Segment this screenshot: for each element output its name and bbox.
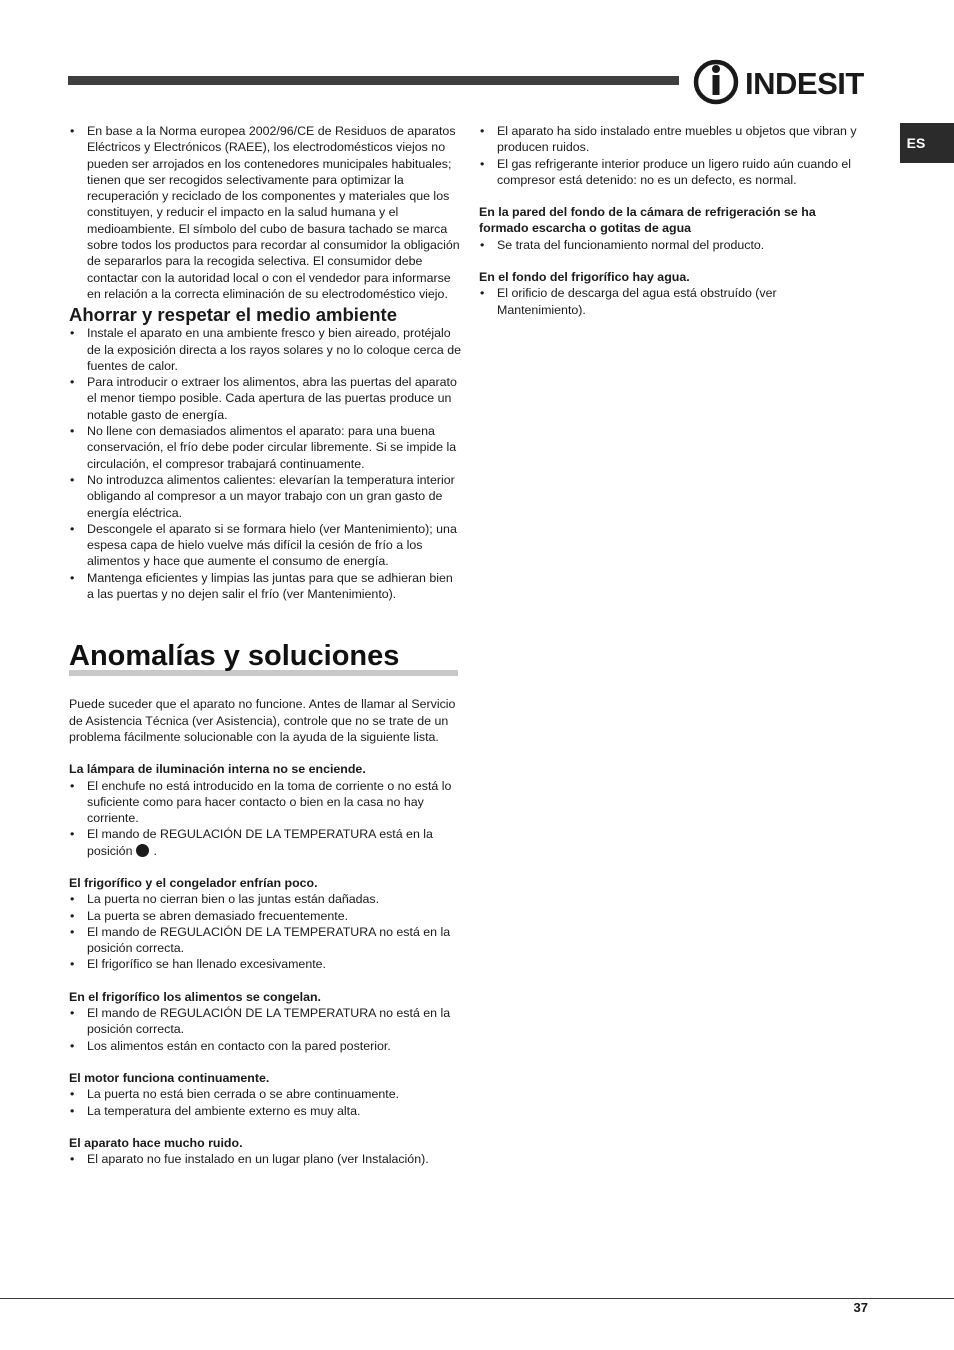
header-bar (68, 76, 679, 85)
list-item: • En base a la Norma europea 2002/96/CE de Residuos de aparatos Eléctricos y Electrónicos (RAEE), los electrodomésticos viejos no pueden ser arrojados en los contenedores municipales habituales; tienen que ser recogidos selectivamente para optimizar la recuperación y reciclado de los componentes y materiales que los constituyen, y reducir el impacto en la salud humana y el medioambiente. El símbolo del cubo de basura tachado se marca sobre todos los productos para recordar al consumidor la obligación de separarlos para la recogida selectiva. El consumidor debe contactar con la autoridad local o con el vendedor para informarse en relación a la correcta eliminación de su electrodoméstico viejo. (69, 123, 461, 302)
list-item: • El aparato ha sido instalado entre muebles u objetos que vibran y producen ruidos. (479, 123, 859, 156)
filled-circle-icon (136, 844, 149, 857)
raee-list (69, 123, 461, 302)
list-item: • Mantenga eficientes y limpias las juntas para que se adhieran bien a las puertas y no dejen salir el frío (ver Mantenimiento). (69, 570, 461, 603)
indesit-logo (693, 58, 871, 106)
footer-rule (0, 1298, 954, 1299)
lamp-heading: La lámpara de iluminación interna no se enciende. (69, 762, 366, 777)
list-item: • El enchufe no está introducido en la toma de corriente o no está lo suficiente como para hacer contacto o bien en la casa no hay corriente. (69, 778, 461, 827)
list-item: • Instale el aparato en una ambiente fresco y bien aireado, protéjalo de la exposición directa a los rayos solares y no lo coloque cerca de fuentes de calor. (69, 325, 461, 374)
section-title: Anomalías y soluciones (69, 640, 400, 673)
motor-list (69, 1086, 461, 1119)
list-item: • Los alimentos están en contacto con la pared posterior. (69, 1038, 461, 1054)
list-item: • El aparato no fue instalado en un lugar plano (ver Instalación). (69, 1151, 461, 1167)
list-item: • Se trata del funcionamiento normal del producto. (479, 237, 859, 253)
list-item: • El mando de REGULACIÓN DE LA TEMPERATURA no está en la posición correcta. (69, 924, 461, 957)
cooling-heading: El frigorífico y el congelador enfrían poco. (69, 875, 318, 890)
frost-heading: En la pared del fondo de la cámara de refrigeración se ha formado escarcha o gotitas de agua (479, 205, 816, 236)
energy-heading: Ahorrar y respetar el medio ambiente (69, 304, 397, 326)
motor-heading: El motor funciona continuamente. (69, 1070, 270, 1085)
list-item-text: El mando de REGULACIÓN DE LA TEMPERATURA está en la posición (87, 827, 433, 858)
language-tab: ES (900, 123, 954, 163)
list-item: • Descongele el aparato si se formara hielo (ver Mantenimiento); una espesa capa de hielo vuelve más difícil la cesión de frío a los alimentos y hace que aumente el consumo de energía. (69, 521, 461, 570)
brand-wordmark: INDESIT (745, 66, 864, 101)
noise-list (69, 1151, 461, 1167)
list-item: • No introduzca alimentos calientes: elevarían la temperatura interior obligando al compresor a un mayor trabajo con un gran gasto de energía eléctrica. (69, 472, 461, 521)
frost-list (479, 237, 859, 253)
list-item: • El gas refrigerante interior produce un ligero ruido aún cuando el compresor está detenido: no es un defecto, es normal. (479, 156, 859, 189)
list-item: • El orificio de descarga del agua está obstruído (ver Mantenimiento). (479, 285, 859, 318)
list-item: • La puerta se abren demasiado frecuentemente. (69, 908, 461, 924)
cooling-list (69, 891, 461, 972)
list-item (69, 826, 461, 859)
freezing-list (69, 1005, 461, 1054)
list-item: • La puerta no cierran bien o las juntas están dañadas. (69, 891, 461, 907)
noise-list-continued (479, 123, 859, 188)
section-title-block (69, 640, 458, 676)
list-item: • Para introducir o extraer los alimentos, abra las puertas del aparato el menor tiempo posible. Cada apertura de las puertas produce un notable gasto de energía. (69, 374, 461, 423)
list-item: • El frigorífico se han llenado excesivamente. (69, 956, 461, 972)
lamp-list (69, 778, 461, 859)
water-heading: En el fondo del frigorífico hay agua. (479, 270, 690, 285)
water-list (479, 285, 859, 318)
list-item: • El mando de REGULACIÓN DE LA TEMPERATURA no está en la posición correcta. (69, 1005, 461, 1038)
list-item: • La temperatura del ambiente externo es muy alta. (69, 1103, 461, 1119)
right-column (479, 123, 859, 318)
page-number: 37 (853, 1300, 868, 1315)
list-item-end: . (153, 843, 157, 858)
energy-list (69, 325, 461, 602)
left-column (69, 123, 461, 1167)
list-item: • No llene con demasiados alimentos el aparato: para una buena conservación, el frío debe poder circular libremente. Si se impide la circulación, el compresor trabajará continuamente. (69, 423, 461, 472)
freezing-heading: En el frigorífico los alimentos se congelan. (69, 989, 321, 1004)
noise-heading: El aparato hace mucho ruido. (69, 1135, 243, 1150)
list-item: • La puerta no está bien cerrada o se abre continuamente. (69, 1086, 461, 1102)
intro-paragraph: Puede suceder que el aparato no funcione. Antes de llamar al Servicio de Asistencia Técnica (ver Asistencia), controle que no se trate de un problema fácilmente solucionable con la ayuda de la siguiente lista. (69, 697, 456, 744)
